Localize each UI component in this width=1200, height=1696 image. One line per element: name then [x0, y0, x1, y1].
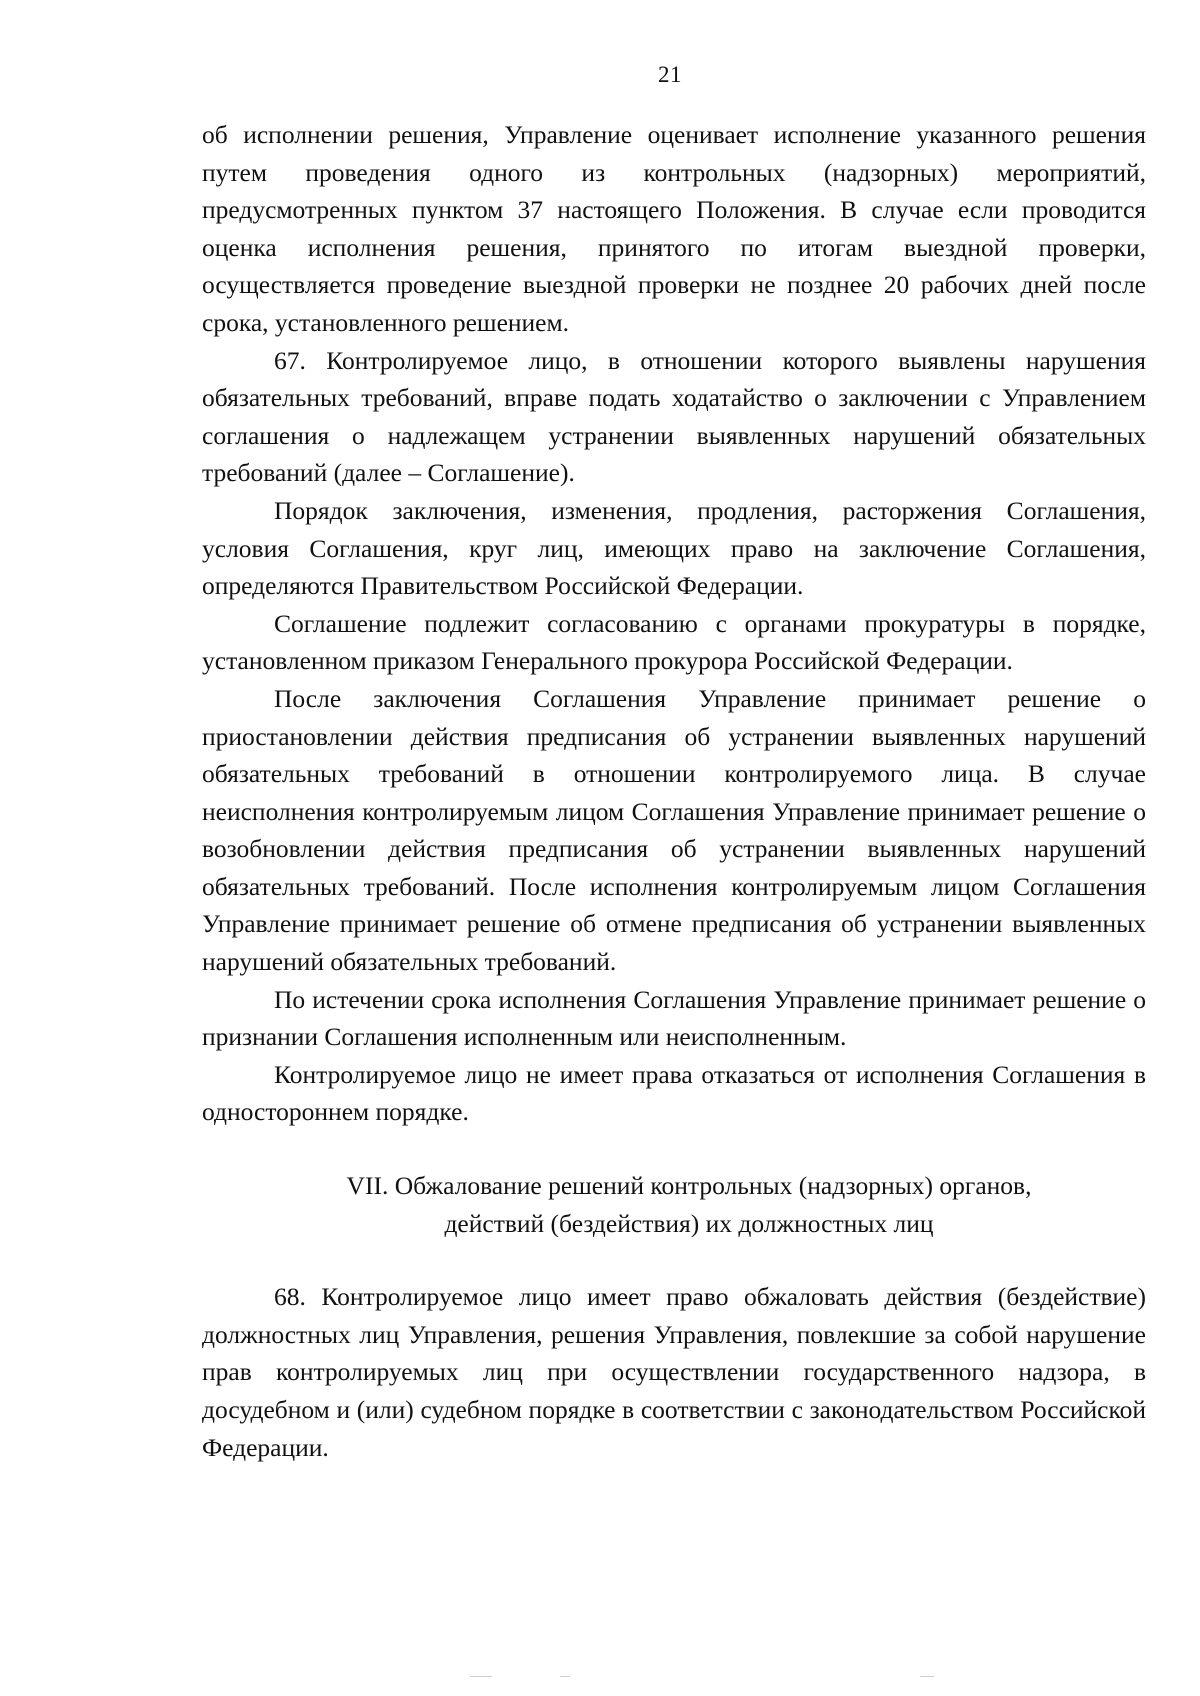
paragraph-agreement-refusal: Контролируемое лицо не имеет права отказаться от исполнения Соглашения в одностороннем порядке. — [202, 1059, 1146, 1127]
section-heading-line-2: действий (бездействия) их должностных лиц — [444, 1208, 934, 1238]
scan-artifact — [920, 1676, 934, 1677]
page-number: 21 — [658, 62, 682, 87]
paragraph-agreement-expiry: По истечении срока исполнения Соглашения Управление принимает решение о признании Соглашения исполненным или неисполненным. — [202, 984, 1146, 1052]
paragraph-68: 68. Контролируемое лицо имеет право обжаловать действия (бездействие) должностных лиц Управления, решения Управления, повлекшие за собой нарушение прав контролируемых лиц при осуществлении государственного надзора, в досудебном и (или) судебном порядке в соответствии с законодательством Российской Федерации. — [202, 1282, 1146, 1462]
scan-artifact — [560, 1676, 570, 1677]
paragraph-agreement-prosecutor: Соглашение подлежит согласованию с органами прокуратуры в порядке, установленном приказом Генерального прокурора Российской Федерации. — [202, 608, 1146, 676]
section-heading-line-1: VII. Обжалование решений контрольных (надзорных) органов, — [346, 1171, 1032, 1201]
paragraph-67: 67. Контролируемое лицо, в отношении которого выявлены нарушения обязательных требований, вправе подать ходатайство о заключении с Управлением соглашения о надлежащем устранении выявленных нарушений обязательных требований (далее – Соглашение). — [202, 345, 1146, 488]
paragraph-agreement-suspension: После заключения Соглашения Управление принимает решение о приостановлении действия предписания об устранении выявленных нарушений обязательных требований в отношении контролируемого лица. В случае неисполнения контролируемым лицом Соглашения Управление принимает решение о возобновлении действия предписания об устранении выявленных нарушений обязательных требований. После исполнения контролируемым лицом Соглашения Управление принимает решение об отмене предписания об устранении выявленных нарушений обязательных требований. — [202, 683, 1146, 977]
paragraph-continuation: об исполнении решения, Управление оценивает исполнение указанного решения путем проведения одного из контрольных (надзорных) мероприятий, предусмотренных пунктом 37 настоящего Положения. В случае если проводится оценка исполнения решения, принятого по итогам выездной проверки, осуществляется проведение выездной проверки не позднее 20 рабочих дней после срока, установленного решением. — [202, 120, 1146, 337]
document-body — [202, 116, 1146, 1466]
scan-artifact — [470, 1676, 492, 1677]
section-heading — [202, 1167, 1146, 1242]
paragraph-agreement-procedure: Порядок заключения, изменения, продления, расторжения Соглашения, условия Соглашения, круг лиц, имеющих право на заключение Соглашения, определяются Правительством Российской Федерации. — [202, 495, 1146, 601]
